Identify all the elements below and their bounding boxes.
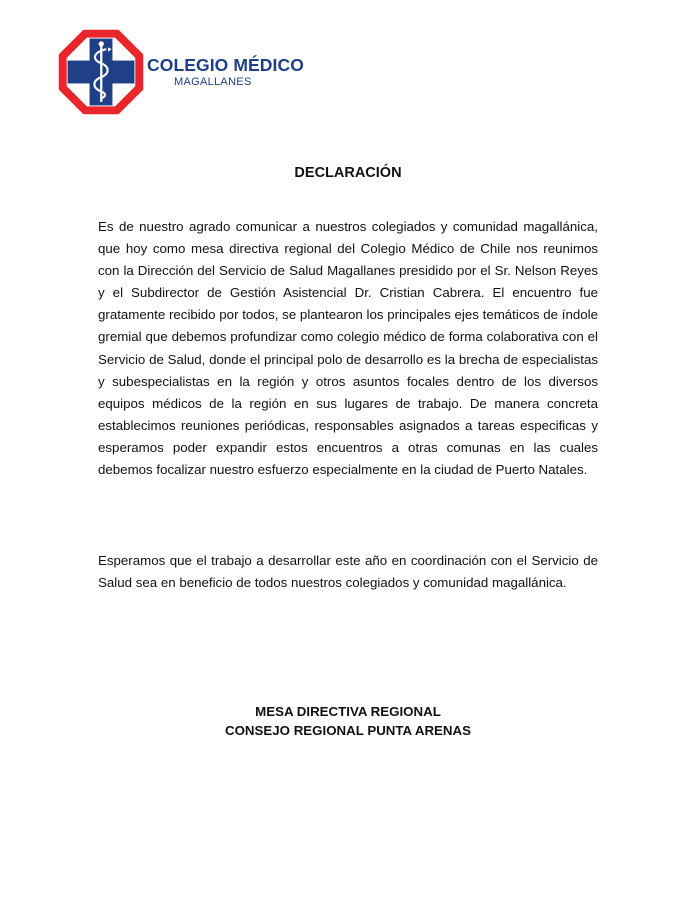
signature [0, 702, 696, 740]
paragraph-2: Esperamos que el trabajo a desarrollar este año en coordinación con el Servicio de Salud sea en beneficio de todos nuestros colegiados y comunidad magallánica. [98, 553, 598, 591]
signature-line-2: CONSEJO REGIONAL PUNTA ARENAS [224, 723, 472, 738]
paragraph-1: Es de nuestro agrado comunicar a nuestros colegiados y comunidad magallánica, que hoy como mesa directiva regional del Colegio Médico de Chile nos reunimos con la Dirección del Servicio de Salud Magallanes presidido por el Sr. Nelson Reyes y el Subdirector de Gestión Asistencial Dr. Cristian Cabrera. El encuentro fue gratamente recibido por todos, se plantearon los principales ejes temáticos de índole gremial que debemos profundizar como colegio médico de forma colaborativa con el Servicio de Salud, donde el principal polo de desarrollo es la brecha de especialistas y subespecialistas en la región y otros asuntos focales dentro de los diversos equipos médicos de la región en sus lugares de trabajo. De manera concreta establecimos reuniones periódicas, responsables asignados a tareas especificas y esperamos poder expandir estos encuentros a otras comunas en las cuales debemos focalizar nuestro esfuerzo especialmente en la ciudad de Puerto Natales. [98, 219, 598, 478]
document-title: DECLARACIÓN [294, 165, 402, 181]
signature-line-1: MESA DIRECTIVA REGIONAL [255, 704, 441, 719]
logo-subtitle: MAGALLANES [174, 76, 252, 88]
caduceus-cross-icon [57, 28, 145, 116]
logo [57, 28, 304, 116]
logo-title: COLEGIO MÉDICO [147, 55, 304, 75]
